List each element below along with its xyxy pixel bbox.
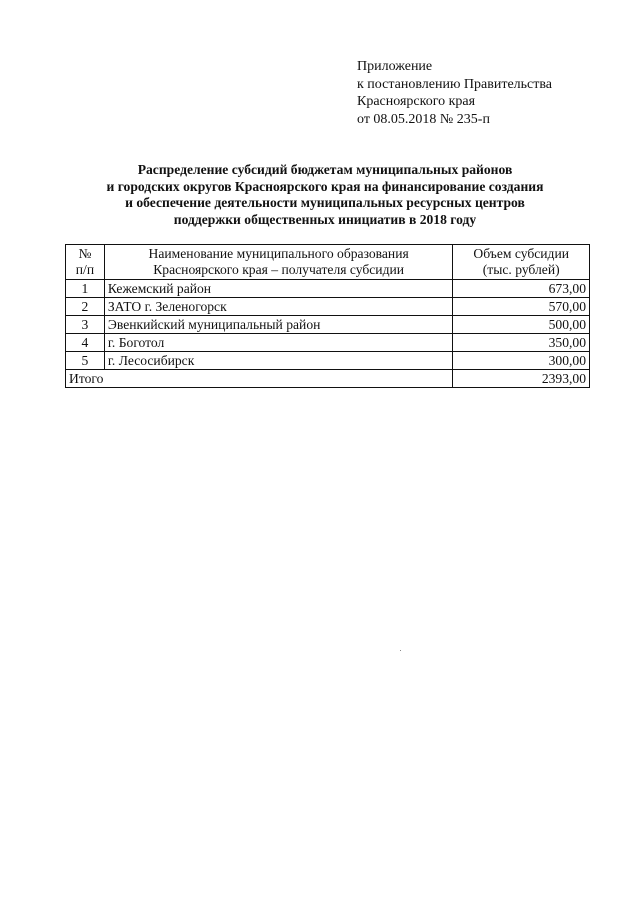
- header-number-line: п/п: [75, 262, 95, 277]
- appendix-block: [357, 58, 627, 128]
- appendix-line: Приложение: [357, 59, 433, 74]
- total-row: [66, 370, 590, 388]
- title-line: поддержки общественных инициатив в 2018 году: [173, 211, 477, 227]
- row-number: 2: [66, 298, 105, 316]
- appendix-line: Красноярского края: [357, 94, 476, 109]
- document-title: [60, 162, 590, 228]
- total-label: Итого: [66, 370, 453, 388]
- row-number: 3: [66, 316, 105, 334]
- row-name: Кежемский район: [104, 280, 453, 298]
- total-amount: 2393,00: [453, 370, 590, 388]
- row-number: 1: [66, 280, 105, 298]
- row-number: 4: [66, 334, 105, 352]
- row-number: 5: [66, 352, 105, 370]
- subsidies-table: [65, 244, 590, 388]
- row-amount: 570,00: [453, 298, 590, 316]
- title-line: Распределение субсидий бюджетам муниципальных районов: [137, 162, 513, 177]
- header-number-line: №: [78, 246, 92, 261]
- title-line: и городских округов Красноярского края на финансирование создания: [106, 178, 544, 194]
- header-name-line: Красноярского края – получателя субсидии: [153, 262, 405, 277]
- row-name: Эвенкийский муниципальный район: [104, 316, 453, 334]
- table-row: [66, 280, 590, 298]
- table-row: [66, 316, 590, 334]
- header-name-line: Наименование муниципального образования: [148, 246, 409, 261]
- header-amount-line: (тыс. рублей): [482, 262, 560, 277]
- appendix-line: к постановлению Правительства: [357, 76, 553, 92]
- header-name: [104, 245, 453, 280]
- row-amount: 300,00: [453, 352, 590, 370]
- row-amount: 673,00: [453, 280, 590, 298]
- row-amount: 500,00: [453, 316, 590, 334]
- title-line: и обеспечение деятельности муниципальных ресурсных центров: [125, 195, 525, 210]
- table-row: [66, 298, 590, 316]
- header-number: [66, 245, 105, 280]
- header-amount-line: Объем субсидии: [473, 246, 570, 261]
- row-name: ЗАТО г. Зеленогорск: [104, 298, 453, 316]
- table-row: [66, 334, 590, 352]
- header-amount: [453, 245, 590, 280]
- row-amount: 350,00: [453, 334, 590, 352]
- table-row: [66, 352, 590, 370]
- scan-speck: [400, 650, 401, 651]
- appendix-line: от 08.05.2018 № 235-п: [357, 111, 490, 127]
- row-name: г. Боготол: [104, 334, 453, 352]
- table-header-row: [66, 245, 590, 280]
- row-name: г. Лесосибирск: [104, 352, 453, 370]
